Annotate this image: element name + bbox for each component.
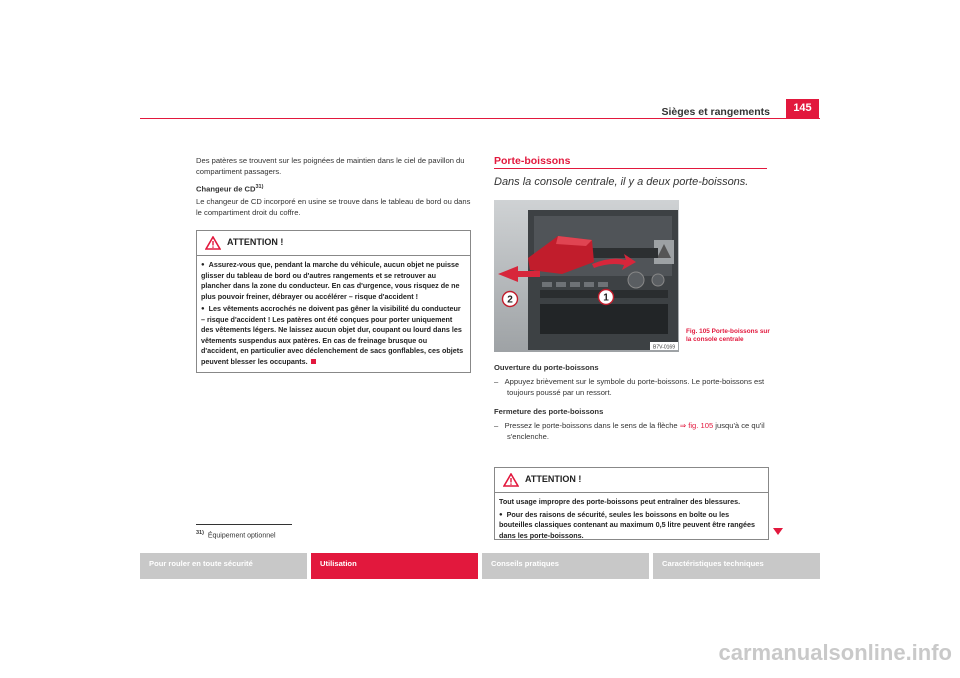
watermark: carmanualsonline.info [718,640,952,665]
figure-cup-holder-photo [494,200,679,352]
nav-tab-safety[interactable]: Pour rouler en toute sécurité [140,553,307,579]
warning-box-hooks [196,230,471,373]
open-step: – Appuyez brièvement sur le symbole du porte-boissons. Le porte-boissons est toujours poussé par un ressort. [494,377,765,397]
callout-2-label: 2 [507,294,513,306]
warning-title: ATTENTION ! [227,237,284,247]
continued-arrow-icon [773,528,783,535]
footnote-ref[interactable]: 31) [255,184,264,190]
warning-bullet: ● Pour des raisons de sécurité, seules les boissons en boîte ou les bouteilles classiques contenant au maximum 0,5 litre peuvent être rangées dans les porte-boissons. [499,510,764,542]
section-lead: Dans la console centrale, il y a deux porte-boissons. [494,176,749,188]
nav-tab-operation[interactable]: Utilisation [311,553,478,579]
figure-reference-link[interactable]: ⇒ fig. 105 [679,421,714,430]
footnote: $^{31)}$ Équipement optionnel [196,530,276,540]
warning-triangle-icon [205,236,221,250]
warning-bullet-1: ● Assurez-vous que, pendant la marche du véhicule, aucun objet ne puisse glisser du tableau de bord ou d'autres rangements et se retrouver au plancher dans la zone du conducteur. En cas d'urgence, vous risquez de ne plus pouvoir freiner, débrayer ou accélérer – risque d'accident ! [201,260,466,302]
nav-tab-practical-tips[interactable]: Conseils pratiques [482,553,649,579]
warning-triangle-icon [503,473,519,487]
cd-changer-heading: Changeur de CD$^{31)}$ [196,184,264,194]
footnote-rule [196,524,292,525]
figure-caption: Fig. 105 Porte-boissons sur la console centrale [686,328,770,343]
warning-bullet-2: ● Les vêtements accrochés ne doivent pas gêner la visibilité du conducteur – risque d'accident ! Les patères ont été conçues pour porter uniquement des vêtements légers. Ne laissez aucun objet dur, coupant ou lourd dans les vêtements suspendus aux patères. En cas de freinage brusque ou d'accident, en particulier avec déclenchement de sacs gonflables, ces objets peuvent blesser les occupants. [201,304,463,366]
warning-intro: Tout usage impropre des porte-boissons peut entraîner des blessures. [499,497,741,506]
left-column [196,155,471,223]
warning-title: ATTENTION ! [525,474,582,484]
right-column-text [494,362,770,446]
warning-box-cup-holders [494,467,769,540]
warning-header [197,231,470,256]
callout-1-label: 1 [603,292,609,304]
close-step: – Pressez le porte-boissons dans le sens de la flèche ⇒ fig. 105 jusqu'à ce qu'il s'enclenche. [494,421,765,441]
running-header-title: Sièges et rangements [661,106,770,118]
warning-body [495,493,768,547]
hooks-paragraph: Des patères se trouvent sur les poignées de maintien dans le ciel de pavillon du compartiment passagers. [196,156,465,176]
section-rule [494,168,767,169]
warning-body [197,256,470,373]
nav-tab-technical-data[interactable]: Caractéristiques techniques [653,553,820,579]
cd-changer-paragraph: Le changeur de CD incorporé en usine se trouve dans le tableau de bord ou dans le compartiment droit du coffre. [196,196,471,217]
page-number: 145 [786,99,819,118]
end-of-section-marker [311,359,316,364]
close-heading: Fermeture des porte-boissons [494,407,604,416]
section-title: Porte-boissons [494,155,571,167]
header-rule [140,118,820,119]
warning-bullet-2-wrap [201,304,466,367]
warning-header [495,468,768,493]
figure-code: B7V-0169 [653,344,675,351]
open-heading: Ouverture du porte-boissons [494,363,599,372]
